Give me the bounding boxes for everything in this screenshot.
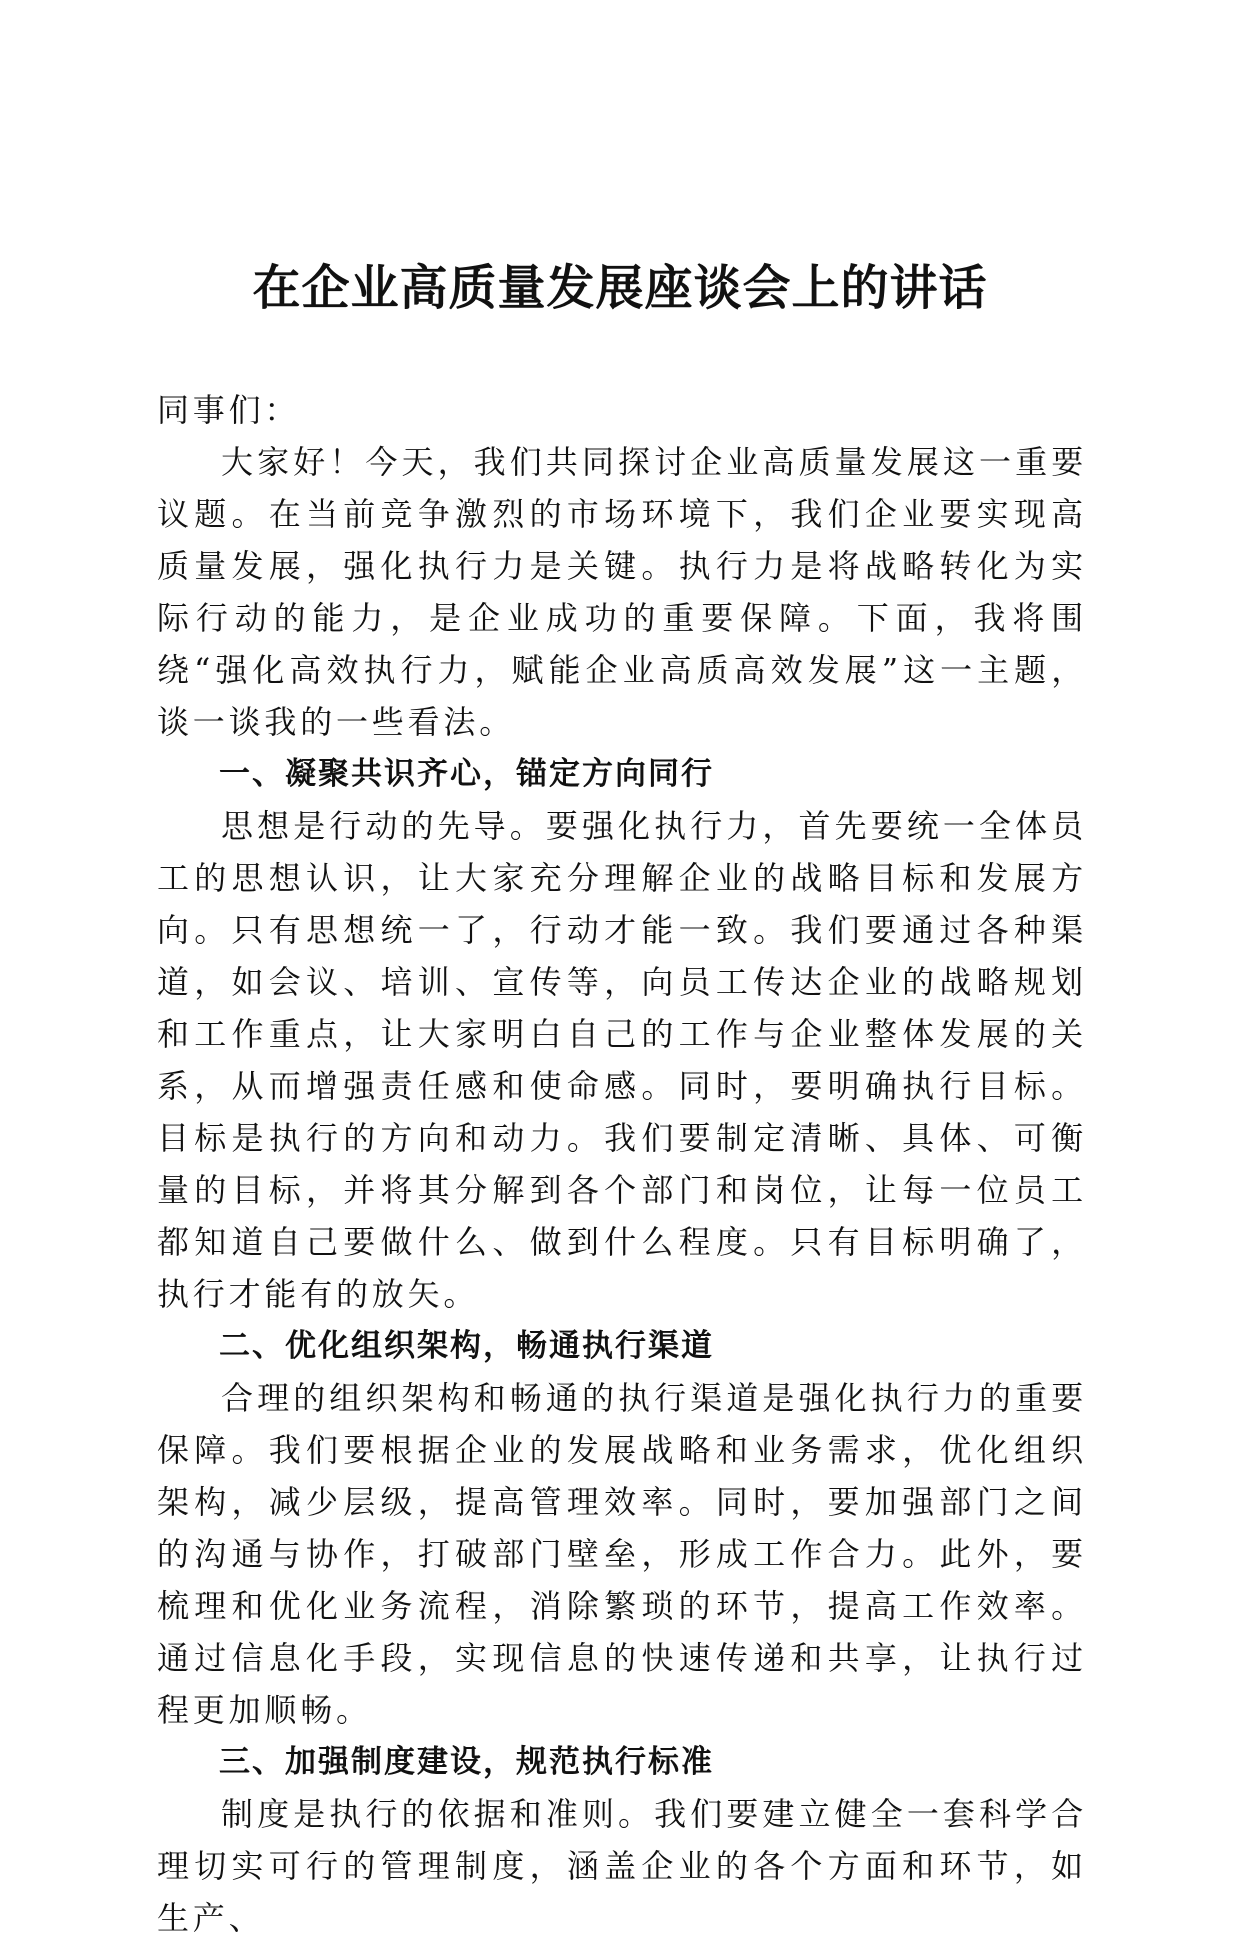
section-body-3: 制度是执行的依据和准则。我们要建立健全一套科学合理切实可行的管理制度，涵盖企业的各个方面和环节，如生产、 (157, 1795, 1087, 1937)
intro-paragraph: 大家好！今天，我们共同探讨企业高质量发展这一重要议题。在当前竞争激烈的市场环境下，我们企业要实现高质量发展，强化执行力是关键。执行力是将战略转化为实际行动的能力，是企业成功的重要保障。下面，我将围绕“强化高效执行力，赋能企业高质高效发展”这一主题，谈一谈我的一些看法。 (157, 443, 1087, 741)
document-title: 在企业高质量发展座谈会上的讲话 (252, 260, 988, 316)
greeting: 同事们： (157, 391, 301, 429)
section-heading-1: 一、凝聚共识齐心，锚定方向同行 (219, 756, 714, 792)
document-body (157, 384, 1087, 1944)
section-body-1: 思想是行动的先导。要强化执行力，首先要统一全体员工的思想认识，让大家充分理解企业的战略目标和发展方向。只有思想统一了，行动才能一致。我们要通过各种渠道，如会议、培训、宣传等，向员工传达企业的战略规划和工作重点，让大家明白自己的工作与企业整体发展的关系，从而增强责任感和使命感。同时，要明确执行目标。目标是执行的方向和动力。我们要制定清晰、具体、可衡量的目标，并将其分解到各个部门和岗位，让每一位员工都知道自己要做什么、做到什么程度。只有目标明确了，执行才能有的放矢。 (157, 807, 1087, 1313)
section-body-2: 合理的组织架构和畅通的执行渠道是强化执行力的重要保障。我们要根据企业的发展战略和业务需求，优化组织架构，减少层级，提高管理效率。同时，要加强部门之间的沟通与协作，打破部门壁垒，形成工作合力。此外，要梳理和优化业务流程，消除繁琐的环节，提高工作效率。通过信息化手段，实现信息的快速传递和共享，让执行过程更加顺畅。 (157, 1379, 1087, 1729)
section-heading-2: 二、优化组织架构，畅通执行渠道 (219, 1328, 714, 1364)
section-heading-3: 三、加强制度建设，规范执行标准 (219, 1744, 714, 1780)
